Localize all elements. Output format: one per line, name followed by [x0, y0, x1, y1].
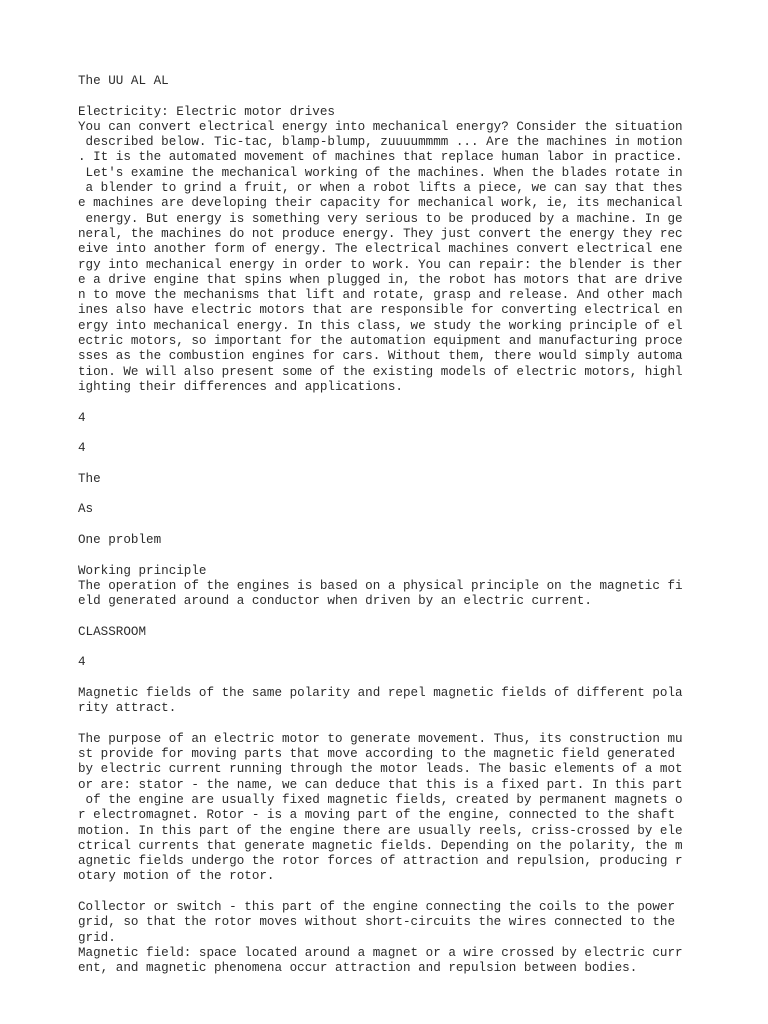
blank-line: [78, 487, 698, 502]
text-line: The purpose of an electric motor to generate movement. Thus, its construction mu: [78, 731, 683, 746]
text-line: The operation of the engines is based on a physical principle on the magnetic fi: [78, 578, 683, 593]
text-line: e machines are developing their capacity for mechanical work, ie, its mechanical: [78, 196, 683, 211]
blank-line: [78, 640, 698, 655]
text-line: Working principle: [78, 563, 207, 578]
text-line: 4: [78, 410, 86, 425]
blank-line: [78, 716, 698, 731]
text-line: n to move the mechanisms that lift and rotate, grasp and release. And other mach: [78, 288, 683, 303]
text-line: ines also have electric motors that are responsible for converting electrical en: [78, 303, 683, 318]
text-line: 4: [78, 441, 86, 456]
text-line: st provide for moving parts that move according to the magnetic field generated: [78, 747, 676, 762]
text-line: grid, so that the rotor moves without short-circuits the wires connected to the: [78, 915, 676, 930]
text-line: neral, the machines do not produce energy. They just convert the energy they rec: [78, 226, 683, 241]
text-line: The UU AL AL: [78, 74, 169, 88]
text-line: You can convert electrical energy into mechanical energy? Consider the situation: [78, 119, 683, 134]
text-line: 4: [78, 655, 86, 670]
blank-line: [78, 548, 698, 563]
document-body: [78, 74, 698, 977]
text-line: energy. But energy is something very serious to be produced by a machine. In ge: [78, 211, 683, 226]
blank-line: [78, 395, 698, 410]
text-line: CLASSROOM: [78, 624, 147, 639]
text-line: Let's examine the mechanical working of the machines. When the blades rotate in: [78, 165, 683, 180]
text-line: As: [78, 502, 94, 517]
blank-line: [78, 885, 698, 900]
text-line: ent, and magnetic phenomena occur attraction and repulsion between bodies.: [78, 961, 638, 976]
blank-line: [78, 609, 698, 624]
text-line: agnetic fields undergo the rotor forces of attraction and repulsion, producing r: [78, 854, 683, 869]
text-line: Collector or switch - this part of the engine connecting the coils to the power: [78, 900, 676, 915]
text-line: ergy into mechanical energy. In this class, we study the working principle of el: [78, 318, 683, 333]
text-line: described below. Tic-tac, blamp-blump, zuuuummmm ... Are the machines in motion: [78, 135, 683, 150]
text-line: of the engine are usually fixed magnetic fields, created by permanent magnets o: [78, 792, 683, 807]
text-line: a blender to grind a fruit, or when a robot lifts a piece, we can say that thes: [78, 181, 683, 196]
text-line: eld generated around a conductor when driven by an electric current.: [78, 594, 592, 609]
text-line: sses as the combustion engines for cars. Without them, there would simply automa: [78, 349, 683, 364]
text-line: One problem: [78, 532, 162, 547]
text-line: eive into another form of energy. The electrical machines convert electrical ene: [78, 242, 683, 257]
blank-line: [78, 518, 698, 533]
blank-line: [78, 89, 698, 104]
text-line: ctrical currents that generate magnetic fields. Depending on the polarity, the m: [78, 838, 683, 853]
text-line: ectric motors, so important for the automation equipment and manufacturing proce: [78, 334, 683, 349]
blank-line: [78, 671, 698, 686]
text-line: by electric current running through the motor leads. The basic elements of a mot: [78, 762, 683, 777]
text-line: tion. We will also present some of the existing models of electric motors, highl: [78, 364, 683, 379]
text-line: ighting their differences and applications.: [78, 379, 403, 394]
blank-line: [78, 426, 698, 441]
text-line: rity attract.: [78, 701, 177, 716]
text-line: grid.: [78, 930, 116, 945]
text-line: e a drive engine that spins when plugged in, the robot has motors that are drive: [78, 272, 683, 287]
text-line: motion. In this part of the engine there are usually reels, criss-crossed by ele: [78, 823, 683, 838]
text-line: The: [78, 471, 101, 486]
text-line: rgy into mechanical energy in order to work. You can repair: the blender is ther: [78, 257, 683, 272]
text-line: Magnetic fields of the same polarity and repel magnetic fields of different pola: [78, 685, 683, 700]
text-line: otary motion of the rotor.: [78, 869, 275, 884]
text-line: Magnetic field: space located around a magnet or a wire crossed by electric curr: [78, 945, 683, 960]
text-line: r electromagnet. Rotor - is a moving part of the engine, connected to the shaft: [78, 808, 676, 823]
text-line: or are: stator - the name, we can deduce that this is a fixed part. In this part: [78, 777, 683, 792]
text-line: . It is the automated movement of machines that replace human labor in practice.: [78, 150, 683, 165]
text-line: Electricity: Electric motor drives: [78, 104, 335, 119]
blank-line: [78, 456, 698, 471]
